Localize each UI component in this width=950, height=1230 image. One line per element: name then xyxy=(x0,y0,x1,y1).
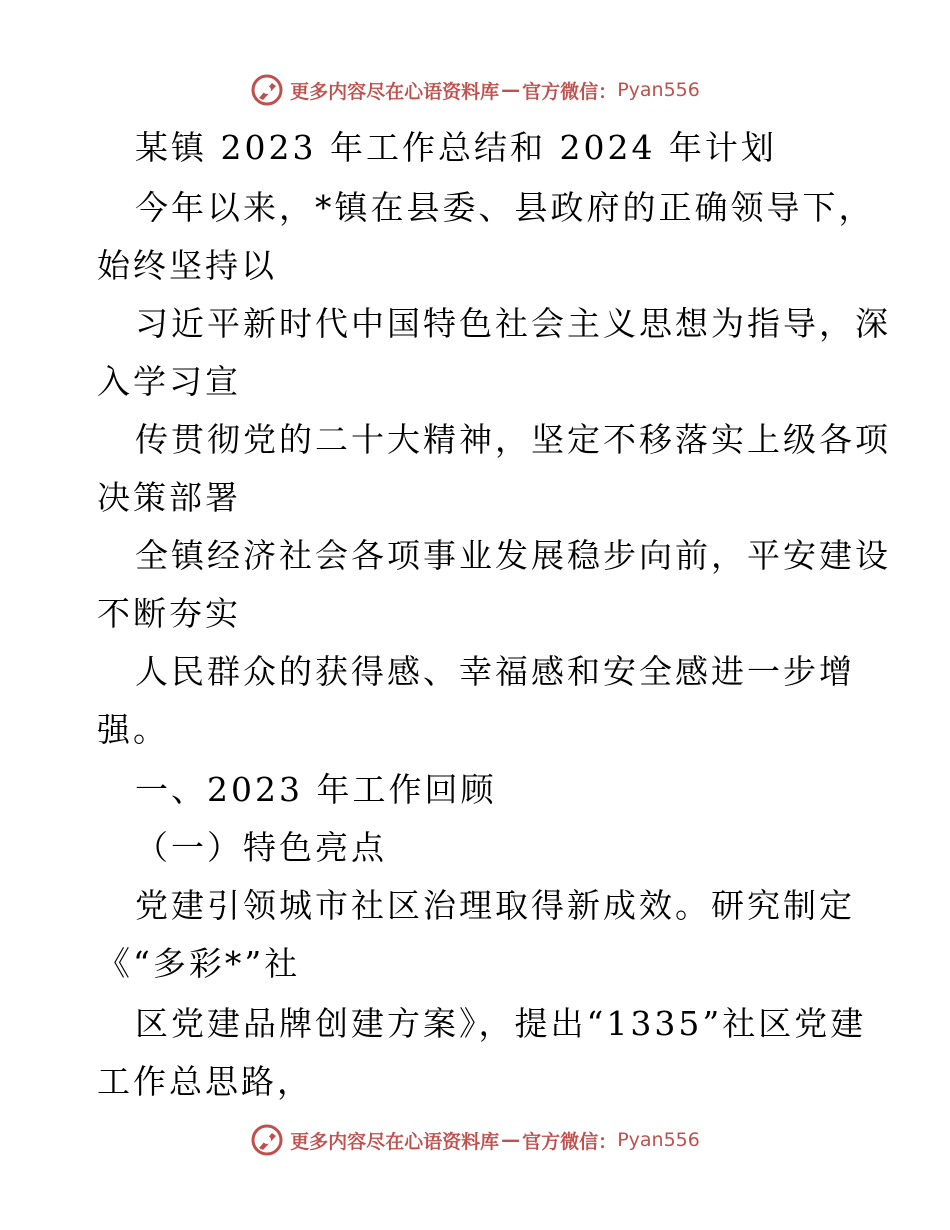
watermark-text: 更多内容尽在心语资料库 xyxy=(290,1130,500,1153)
footer-watermark xyxy=(0,1120,950,1160)
pen-logo-icon xyxy=(250,1123,284,1157)
text-line: 全镇经济社会各项事业发展稳步向前，平安建设 xyxy=(135,536,891,575)
text-line: 党建引领城市社区治理取得新成效。研究制定 xyxy=(135,886,855,925)
text-line: 区党建品牌创建方案》，提出“1335”社区党建 xyxy=(135,1004,867,1043)
text-line: 不断夯实 xyxy=(97,594,241,633)
watermark-id: Pyan556 xyxy=(617,79,700,101)
text-line: 工作总思路， xyxy=(97,1062,313,1101)
header-watermark xyxy=(0,70,950,110)
text-line: 习近平新时代中国特色社会主义思想为指导，深 xyxy=(135,304,891,343)
text-line: 人民群众的获得感、幸福感和安全感进一步增 xyxy=(135,652,855,691)
watermark-suffix: 官方微信： xyxy=(522,1130,618,1153)
watermark-suffix: 官方微信： xyxy=(522,80,618,103)
watermark-id: Pyan556 xyxy=(617,1129,700,1151)
text-line: 强。 xyxy=(97,710,169,749)
pen-logo-icon xyxy=(250,73,284,107)
text-line: 传贯彻党的二十大精神，坚定不移落实上级各项 xyxy=(135,420,891,459)
text-line: 决策部署 xyxy=(97,478,241,517)
watermark-separator: — xyxy=(501,1129,521,1151)
text-line: 今年以来，*镇在县委、县政府的正确领导下， xyxy=(135,188,875,227)
document-title: 某镇 2023 年工作总结和 2024 年计划 xyxy=(135,128,777,167)
text-line: 《“多彩*”社 xyxy=(97,944,301,983)
text-line: 入学习宣 xyxy=(97,362,241,401)
watermark-separator: — xyxy=(501,79,521,101)
watermark-text: 更多内容尽在心语资料库 xyxy=(290,80,500,103)
text-line: 始终坚持以 xyxy=(97,246,277,285)
section-heading: 一、2023 年工作回顾 xyxy=(135,770,497,809)
subsection-heading: （一）特色亮点 xyxy=(135,828,387,867)
